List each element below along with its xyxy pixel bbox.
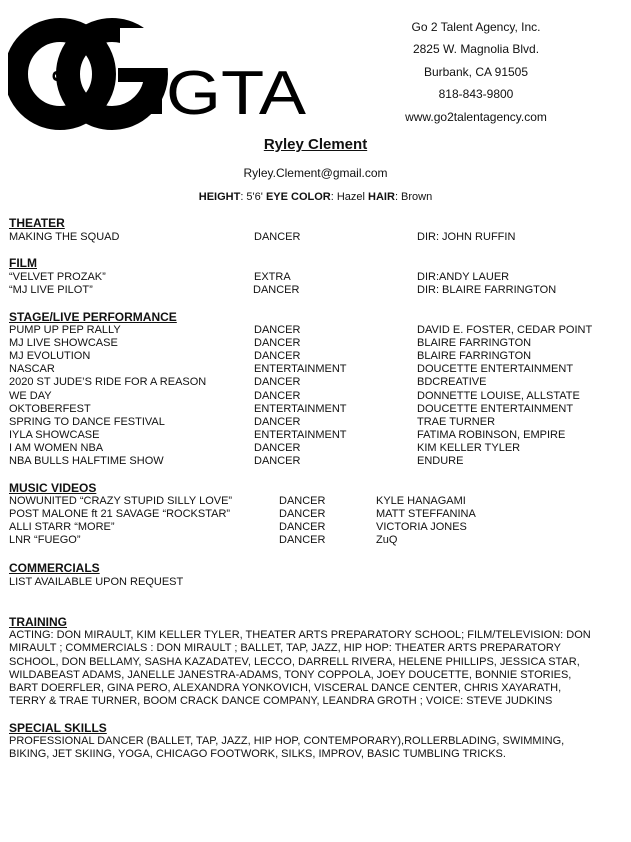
hair-value: : Brown bbox=[394, 191, 433, 203]
credit-row bbox=[9, 534, 621, 547]
credit-director: ENDURE bbox=[417, 455, 464, 467]
agency-address-line1: 2825 W. Magnolia Blvd. bbox=[412, 42, 540, 57]
skills-line: PROFESSIONAL DANCER (BALLET, TAP, JAZZ, HIP HOP, CONTEMPORARY),ROLLERBLADING, SWIMMING, bbox=[9, 735, 565, 747]
credit-director: DOUCETTE ENTERTAINMENT bbox=[417, 363, 574, 376]
credit-row bbox=[9, 337, 621, 350]
section-heading-special-skills: SPECIAL SKILLS bbox=[9, 721, 107, 735]
agency-logo bbox=[8, 18, 308, 130]
credit-title: WE DAY bbox=[9, 389, 52, 402]
credit-role: DANCER bbox=[254, 337, 301, 350]
eye-color-value: : Hazel bbox=[330, 191, 365, 203]
credit-role: DANCER bbox=[254, 376, 301, 389]
credit-role: DANCER bbox=[254, 455, 301, 467]
credit-row bbox=[9, 231, 621, 244]
credit-row bbox=[9, 363, 621, 376]
training-line: WILDABEAST ADAMS, JANELLE JANESTRA-ADAMS, TONY COPPOLA, JOEY DOUCETTE, BONNIE STORIES, bbox=[9, 668, 572, 681]
skills-line: BIKING, JET SKIING, YOGA, CHICAGO FOOTWORK, SILKS, IMPROV, BASIC TUMBLING TRICKS. bbox=[9, 748, 506, 761]
logo-mark-text: 2 bbox=[48, 69, 73, 83]
credit-director: FATIMA ROBINSON, EMPIRE bbox=[417, 428, 566, 441]
credit-role: DANCER bbox=[253, 284, 300, 296]
credit-row bbox=[9, 376, 621, 389]
commercials-note: LIST AVAILABLE UPON REQUEST bbox=[9, 576, 184, 588]
agency-website: www.go2talentagency.com bbox=[405, 109, 547, 124]
credit-director: DONNETTE LOUISE, ALLSTATE bbox=[417, 389, 580, 402]
credit-role: DANCER bbox=[279, 508, 326, 521]
credit-title: LNR “FUEGO” bbox=[9, 534, 81, 547]
credit-role: DANCER bbox=[254, 415, 301, 428]
credit-row bbox=[9, 350, 621, 363]
credit-role: DANCER bbox=[254, 389, 301, 402]
special-skills-text bbox=[9, 735, 615, 762]
agency-address-line2: Burbank, CA 91505 bbox=[423, 64, 529, 79]
credit-row bbox=[9, 442, 621, 455]
credit-row bbox=[9, 455, 621, 468]
credit-role: DANCER bbox=[254, 231, 301, 243]
credit-role: DANCER bbox=[254, 350, 301, 363]
credit-role: DANCER bbox=[254, 324, 301, 336]
training-line: MIRAULT ; COMMERCIALS : DON MIRAULT ; BALLET, TAP, JAZZ, HIP HOP: THEATER ARTS PREPARATORY bbox=[9, 642, 561, 655]
credit-row bbox=[9, 521, 621, 534]
credit-title: I AM WOMEN NBA bbox=[9, 441, 104, 454]
credit-role: ENTERTAINMENT bbox=[254, 402, 347, 415]
credit-director: TRAE TURNER bbox=[417, 415, 496, 428]
credit-title: IYLA SHOWCASE bbox=[9, 428, 100, 441]
section-heading-commercials: COMMERCIALS bbox=[9, 561, 100, 575]
credit-director: DOUCETTE ENTERTAINMENT bbox=[417, 402, 574, 415]
credit-director: ZuQ bbox=[376, 534, 398, 547]
credit-director: VICTORIA JONES bbox=[376, 521, 467, 534]
credit-title: SPRING TO DANCE FESTIVAL bbox=[9, 415, 165, 428]
credit-director: KIM KELLER TYLER bbox=[417, 441, 521, 454]
credit-director: KYLE HANAGAMI bbox=[376, 495, 466, 507]
agency-contact bbox=[376, 16, 576, 128]
credit-director: MATT STEFFANINA bbox=[376, 508, 476, 521]
credit-row bbox=[9, 429, 621, 442]
credit-director: BDCREATIVE bbox=[417, 376, 487, 389]
eye-color-label: EYE COLOR bbox=[265, 191, 331, 203]
performer-name: Ryley Clement bbox=[263, 136, 368, 153]
credit-row bbox=[9, 495, 621, 508]
credit-title: NOWUNITED “CRAZY STUPID SILLY LOVE” bbox=[9, 495, 233, 507]
credit-row bbox=[9, 403, 621, 416]
credit-director: DIR: JOHN RUFFIN bbox=[417, 231, 516, 243]
credit-title: PUMP UP PEP RALLY bbox=[9, 324, 121, 336]
credit-title: MJ LIVE SHOWCASE bbox=[9, 337, 118, 350]
credit-title: MJ EVOLUTION bbox=[9, 350, 91, 363]
section-heading-theater: THEATER bbox=[9, 216, 65, 230]
credit-row bbox=[9, 508, 621, 521]
credit-title: NASCAR bbox=[9, 363, 55, 376]
credit-role: ENTERTAINMENT bbox=[254, 428, 347, 441]
training-line: TERRY & TRAE TURNER, BOOM CRACK DANCE COMPANY, LEANDRA GROTH ; VOICE: STEVE JUDKINS bbox=[9, 695, 553, 708]
gta-logo-mark bbox=[8, 18, 308, 130]
training-line: ACTING: DON MIRAULT, KIM KELLER TYLER, THEATER ARTS PREPARATORY SCHOOL; FILM/TELEVISION: DON bbox=[9, 629, 591, 641]
credit-role: DANCER bbox=[279, 534, 326, 547]
credit-role: ENTERTAINMENT bbox=[254, 363, 347, 376]
credit-row bbox=[9, 271, 621, 284]
credit-title: “MJ LIVE PILOT” bbox=[9, 284, 93, 296]
credit-row bbox=[9, 324, 621, 337]
section-heading-film: FILM bbox=[9, 256, 37, 270]
logo-wordmark: GTA bbox=[166, 59, 307, 128]
performer-stats bbox=[0, 191, 631, 203]
section-heading-music-videos: MUSIC VIDEOS bbox=[9, 481, 97, 495]
height-label: HEIGHT bbox=[198, 191, 241, 203]
credit-director: DIR: BLAIRE FARRINGTON bbox=[417, 284, 557, 296]
credit-title: NBA BULLS HALFTIME SHOW bbox=[9, 455, 164, 467]
section-heading-stage: STAGE/LIVE PERFORMANCE bbox=[9, 310, 177, 324]
hair-label: HAIR bbox=[368, 191, 395, 203]
credit-title: 2020 ST JUDE’S RIDE FOR A REASON bbox=[9, 376, 207, 389]
training-line: SCHOOL, DON BELLAMY, SASHA KAZADATEV, LECCO, DARRELL RIVERA, HELENE PHILLIPS, JESSICA STAR, bbox=[9, 655, 580, 668]
performer-email: Ryley.Clement@gmail.com bbox=[243, 166, 388, 180]
credit-title: POST MALONE ft 21 SAVAGE “ROCKSTAR” bbox=[9, 508, 231, 521]
credit-role: DANCER bbox=[279, 521, 326, 534]
credit-director: BLAIRE FARRINGTON bbox=[417, 350, 532, 363]
credit-row bbox=[9, 390, 621, 403]
credit-role: EXTRA bbox=[254, 271, 291, 283]
training-line: BART DOERFLER, GINA PERO, ALEXANDRA YONKOVICH, VISCERAL DANCE CENTER, CHRIS XAYARATH, bbox=[9, 682, 562, 695]
credit-title: MAKING THE SQUAD bbox=[9, 231, 120, 243]
agency-phone: 818-843-9800 bbox=[438, 87, 514, 102]
credit-title: ALLI STARR “MORE” bbox=[9, 521, 115, 534]
credit-row bbox=[9, 416, 621, 429]
credit-director: DAVID E. FOSTER, CEDAR POINT bbox=[417, 324, 593, 336]
credit-title: OKTOBERFEST bbox=[9, 402, 91, 415]
agency-name: Go 2 Talent Agency, Inc. bbox=[411, 20, 541, 34]
credit-row bbox=[9, 284, 621, 297]
credit-role: DANCER bbox=[279, 495, 326, 507]
training-text bbox=[9, 629, 615, 709]
credit-title: “VELVET PROZAK” bbox=[9, 271, 106, 283]
section-heading-training: TRAINING bbox=[9, 615, 67, 629]
credit-director: DIR:ANDY LAUER bbox=[417, 271, 510, 283]
credit-director: BLAIRE FARRINGTON bbox=[417, 337, 532, 350]
credit-role: DANCER bbox=[254, 441, 301, 454]
height-value: : 5'6' bbox=[240, 191, 263, 203]
